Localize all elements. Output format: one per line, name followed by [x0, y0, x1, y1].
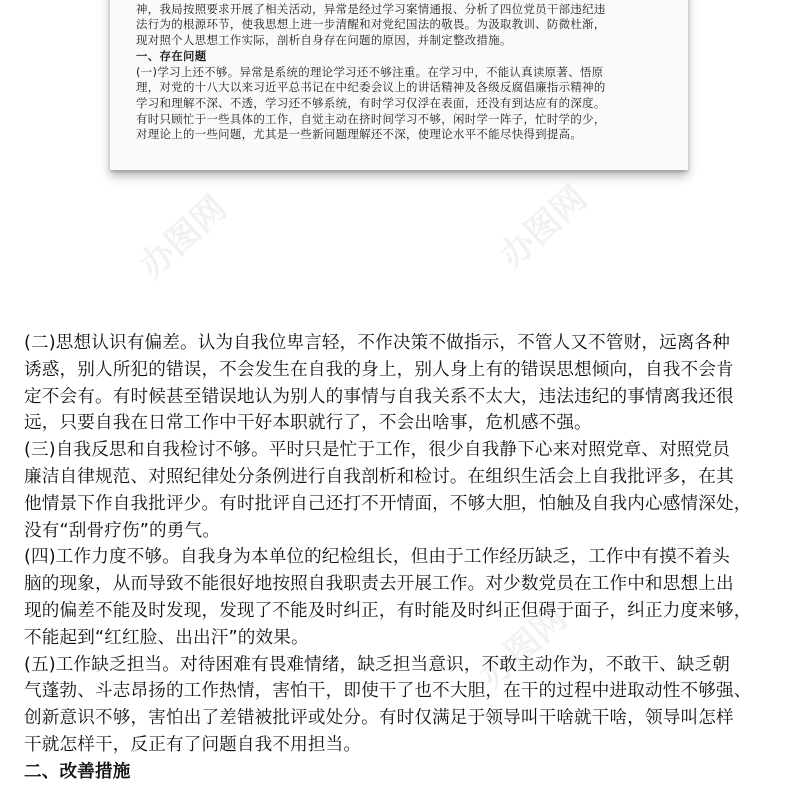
body-line: 干就怎样干，反正有了问题自我不用担当。 [24, 734, 362, 755]
card-line: 学习和理解不深、不透，学习还不够系统，有时学习仅浮在表面，还没有到达应有的深度。 [136, 95, 606, 110]
body-line: 脑的现象，从而导致不能很好地按照自我职责去开展工作。对少数党员在工作中和思想上出 [24, 574, 734, 595]
body-line: 气蓬勃、斗志昂扬的工作热情，害怕干，即使干了也不大胆，在干的过程中进取动性不够强、 [24, 681, 752, 702]
watermark: 办图网 [472, 598, 575, 697]
card-line: (一)学习上还不够。异常是系统的理论学习还不够注重。在学习中，不能认真读原著、悟原 [136, 64, 604, 79]
body-line: 创新意识不够，害怕出了差错被批评或处分。有时仅满足于领导叫干啥就干啥，领导叫怎样 [24, 708, 734, 729]
card-line: 神，我局按照要求开展了相关活动，异常是经过学习案情通报、分析了四位党员干部违纪违 [136, 1, 606, 16]
body-line: 远，只要自我在日常工作中干好本职就行了，不会出啥事，危机感不强。 [24, 413, 592, 434]
document-preview-card [110, 0, 688, 170]
card-line: 现对照个人思想工作实际，剖析自身存在问题的原因，并制定整改措施。 [136, 33, 512, 48]
card-line: 理，对党的十八大以来习近平总书记在中纪委会议上的讲话精神及各级反腐倡廉指示精神的 [136, 80, 606, 95]
body-line: (二)思想认识有偏差。认为自我位卑言轻，不作决策不做指示，不管人又不管财，远离各种 [24, 333, 731, 353]
body-line: 不能起到“红红脸、出出汗”的效果。 [24, 627, 309, 648]
body-line: 他情景下作自我批评少。有时批评自己还打不开情面，不够大胆，怕触及自我内心感情深处， [24, 493, 752, 514]
body-line: 诱惑，别人所犯的错误，不会发生在自我的身上，别人身上有的错误思想倾向，自我不会肯 [24, 359, 734, 380]
body-line: 定不会有。有时候甚至错误地认为别人的事情与自我关系不太大，违法违纪的事情离我还很 [24, 386, 734, 407]
card-section-heading: 一、存在问题 [136, 48, 207, 63]
card-line: 法行为的根源环节，使我思想上进一步清醒和对党纪国法的敬畏。为汲取教训、防微杜渐， [136, 17, 606, 32]
body-line: 没有“刮骨疗伤”的勇气。 [24, 520, 220, 541]
document-body [24, 330, 784, 786]
watermark: 办图网 [492, 178, 595, 277]
body-line: 现的偏差不能及时发现，发现了不能及时纠正，有时能及时纠正但碍于面子，纠正力度来够， [24, 600, 752, 621]
body-line: 廉洁自律规范、对照纪律处分条例进行自我剖析和检讨。在组织生活会上自我批评多，在其 [24, 466, 734, 487]
card-line: 对理论上的一些问题，尤其是一些新问题理解还不深，使理论水平不能尽快得到提高。 [136, 127, 583, 142]
body-line: (四)工作力度不够。自我身为本单位的纪检组长，但由于工作经历缺乏，工作中有摸不着头 [24, 547, 731, 568]
watermark: 办图网 [132, 188, 235, 287]
section-heading: 二、改善措施 [24, 761, 131, 782]
body-line: (三)自我反思和自我检讨不够。平时只是忙于工作，很少自我静下心来对照党章、对照党员 [24, 440, 731, 461]
card-line: 有时只顾忙于一些具体的工作，自觉主动在挤时间学习不够，闲时学一阵子，忙时学的少， [136, 111, 606, 126]
body-line: (五)工作缺乏担当。对待困难有畏难情绪，缺乏担当意识，不敢主动作为，不敢干、缺乏朝 [24, 654, 731, 675]
